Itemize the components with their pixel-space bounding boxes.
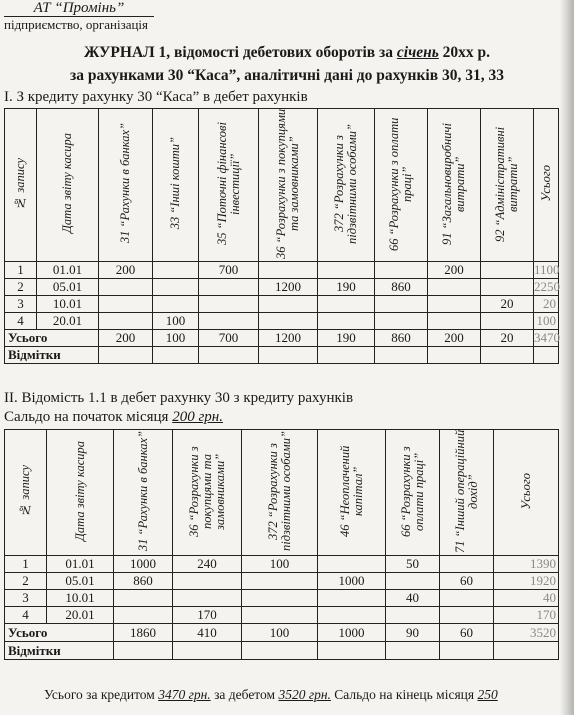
- section2-marks-cell: [318, 642, 386, 660]
- section2-col-label: 36 “Розрахунки з покупцями та замовниками”: [186, 445, 227, 537]
- section2-cell: 1920: [494, 573, 559, 590]
- section2-cell: 40: [386, 590, 440, 607]
- section2-cell: [440, 590, 494, 607]
- section1-marks-cell: [318, 347, 375, 364]
- section2-cell: [440, 607, 494, 624]
- section2-col-header: [173, 430, 242, 556]
- section1-marks-cell: [481, 347, 534, 364]
- section2-total-cell: 1860: [114, 624, 173, 642]
- section2-cell: 240: [173, 556, 242, 573]
- section2-col-header: [318, 430, 386, 556]
- footer-end-value: 250: [477, 687, 498, 702]
- section2-col-header: [494, 430, 559, 556]
- title-suffix: р.: [473, 44, 491, 61]
- section1-table: [4, 108, 559, 364]
- section1-col-header: [318, 109, 375, 262]
- section2-cell: 60: [440, 573, 494, 590]
- section2-cell: 01.01: [47, 556, 114, 573]
- section1-cell: 05.01: [37, 279, 99, 296]
- section1-col-label: 33 “Інші кошти”: [168, 137, 182, 230]
- section2-col-label: 31 “Рахунки в банках”: [135, 430, 150, 552]
- section1-col-label: Дата звіту касира: [60, 133, 74, 234]
- section1-cell: [99, 313, 153, 330]
- section2-cell: 20.01: [47, 607, 114, 624]
- section1-header-row: [5, 109, 559, 262]
- section2-total-cell: 90: [386, 624, 440, 642]
- section1-marks-cell: [259, 347, 318, 364]
- section1-cell: [199, 279, 259, 296]
- footer-credit-value: 3470 грн.: [158, 687, 211, 702]
- section2-cell: 1000: [114, 556, 173, 573]
- section2-row: [5, 607, 559, 624]
- section1-cell: [199, 296, 259, 313]
- section2-cell: 4: [5, 607, 47, 624]
- section2-row: [5, 556, 559, 573]
- section1-marks-cell: [199, 347, 259, 364]
- section2-cell: [114, 590, 173, 607]
- section1-cell: 4: [5, 313, 37, 330]
- balance-value: 200 грн.: [172, 409, 223, 425]
- section1-cell: [199, 313, 259, 330]
- section1-cell: [375, 296, 428, 313]
- page-edge-shadow: [560, 0, 574, 715]
- section1-cell: 2250: [534, 279, 560, 294]
- section2-cell: 1: [5, 556, 47, 573]
- org-caption: підприємство, організація: [4, 17, 149, 32]
- section1-cell: [318, 296, 375, 313]
- section2-total-cell: 60: [440, 624, 494, 642]
- section2-col-label: 66 “Розрахунки з оплати праці”: [398, 445, 426, 537]
- section1-cell: [259, 313, 318, 330]
- section1-cell: 2: [5, 279, 37, 296]
- section1-cell: [153, 262, 199, 279]
- section2-cell: 10.01: [47, 590, 114, 607]
- section1-col-label: 372 “Розрахунки з підзвітними особами”: [332, 123, 359, 244]
- section1-cell: [259, 296, 318, 313]
- section2-marks-cell: [173, 642, 242, 660]
- section1-cell: 700: [199, 262, 259, 279]
- section1-cell: [99, 279, 153, 296]
- section2-row: [5, 590, 559, 607]
- section2-cell: 100: [242, 556, 318, 573]
- section1-cell: [99, 296, 153, 313]
- section2-table: [4, 429, 559, 660]
- org-name: АТ “Промінь”: [4, 0, 154, 17]
- section1-cell: [318, 262, 375, 279]
- section1-cell: [428, 313, 481, 330]
- section1-col-label: 91 “Загальновиробничі витрати”: [440, 122, 467, 245]
- section1-cell: 1: [5, 262, 37, 279]
- section1-cell: 20: [481, 296, 534, 313]
- section2-cell: 1000: [318, 573, 386, 590]
- footer-debit-value: 3520 грн.: [278, 687, 331, 702]
- section2-total-row: [5, 624, 559, 642]
- section1-cell: [153, 296, 199, 313]
- section1-col-header: [153, 109, 199, 262]
- section1-cell: [481, 279, 534, 296]
- section2-total-cell: 1000: [318, 624, 386, 642]
- section1-col-label: 66 “Розрахунки з оплати праці”: [387, 116, 414, 251]
- section1-row: [5, 279, 559, 296]
- section2-col-label: 46 “Неоплачений капітал”: [337, 445, 365, 537]
- section1-col-header: [259, 109, 318, 262]
- section2-cell: 1390: [494, 556, 559, 573]
- section1-row: [5, 262, 559, 279]
- section2-cell: 3: [5, 590, 47, 607]
- section2-cell: [242, 573, 318, 590]
- section2-cell: 170: [494, 607, 559, 624]
- footer-credit-prefix: Усього за кредитом: [44, 687, 159, 702]
- section1-total-cell: 700: [199, 330, 259, 347]
- section2-total-cell: 410: [173, 624, 242, 642]
- section2-cell: 05.01: [47, 573, 114, 590]
- section1-col-label: 31 “Рахунки в банках”: [118, 123, 132, 244]
- section1-cell: [153, 279, 199, 296]
- section1-total-cell: 3470: [534, 330, 560, 345]
- section2-marks-cell: [440, 642, 494, 660]
- section1-cell: 200: [99, 262, 153, 279]
- section2-cell: [386, 607, 440, 624]
- section2-marks-row: [5, 642, 559, 660]
- section2-col-header: [47, 430, 114, 556]
- section2-col-header: [242, 430, 318, 556]
- section2-col-label: 372 “Розрахунки з підзвітними особами”: [265, 431, 293, 551]
- section1-cell: 100: [153, 313, 199, 330]
- section2-balance: [4, 409, 223, 426]
- section1-cell: 100: [534, 313, 559, 330]
- section2-col-header: [386, 430, 440, 556]
- section1-col-label: 36 “Розрахунки з покупцями та замовниками”: [274, 108, 301, 259]
- section2-cell: 860: [114, 573, 173, 590]
- section1-total-cell: 200: [428, 330, 481, 347]
- section2-cell: [242, 607, 318, 624]
- footer-debit-prefix: за дебетом: [210, 687, 279, 702]
- section2-cell: [173, 573, 242, 590]
- section1-col-header: [199, 109, 259, 262]
- footer-end-prefix: Сальдо на кінець місяця: [330, 687, 478, 702]
- section2-row: [5, 573, 559, 590]
- section2-cell: [173, 590, 242, 607]
- section2-col-header: [114, 430, 173, 556]
- section2-total-cell: 3520: [494, 624, 559, 642]
- title-year: 20хх: [442, 44, 474, 61]
- section1-marks-cell: [375, 347, 428, 364]
- title-month: січень: [396, 44, 439, 61]
- section1-marks-cell: [428, 347, 481, 364]
- section1-marks-row: [5, 347, 559, 364]
- section1-cell: [428, 296, 481, 313]
- section1-total-cell: 190: [318, 330, 375, 347]
- section2-cell: 40: [494, 590, 559, 607]
- section1-cell: 190: [318, 279, 375, 296]
- section2-col-label: № запису: [18, 465, 32, 517]
- section2-heading: ІІ. Відомість 1.1 в дебет рахунку 30 з кредиту рахунків: [4, 390, 354, 406]
- section2-marks-cell: [386, 642, 440, 660]
- section1-cell: 860: [375, 279, 428, 296]
- section1-cell: [481, 262, 534, 279]
- section1-marks-cell: [153, 347, 199, 364]
- section2-marks-label: Відмітки: [5, 642, 114, 660]
- section1-col-header: [534, 109, 559, 262]
- section1-total-row: [5, 330, 559, 347]
- section1-col-header: [37, 109, 99, 262]
- section2-cell: [318, 607, 386, 624]
- org-header: [4, 0, 154, 32]
- title-prefix: ЖУРНАЛ 1, відомості дебетових оборотів за: [83, 44, 397, 61]
- section1-col-label: 35 “Поточні фінансові інвестиції”: [214, 122, 242, 245]
- section1-total-cell: 20: [481, 330, 534, 347]
- section1-cell: [481, 313, 534, 330]
- section2-cell: 2: [5, 573, 47, 590]
- section1-col-header: [99, 109, 153, 262]
- section1-cell: 1100: [534, 262, 560, 277]
- section1-cell: 3: [5, 296, 37, 313]
- section1-cell: [259, 262, 318, 279]
- section1-cell: 20: [534, 296, 559, 313]
- section1-col-header: [5, 109, 37, 262]
- section1-cell: 1200: [259, 279, 318, 296]
- section1-col-label: № запису: [13, 157, 27, 210]
- section1-cell: 20.01: [37, 313, 99, 330]
- section2-col-header: [5, 430, 47, 556]
- section2-cell: [242, 590, 318, 607]
- section1-total-cell: 1200: [259, 330, 318, 347]
- section1-cell: 01.01: [37, 262, 99, 279]
- section1-row: [5, 296, 559, 313]
- section2-col-label: Усього: [518, 472, 533, 510]
- section2-total-cell: 100: [242, 624, 318, 642]
- balance-prefix: Сальдо на початок місяця: [4, 409, 173, 425]
- section1-marks-label: Відмітки: [5, 347, 99, 364]
- section1-total-cell: 200: [99, 330, 153, 347]
- section1-row: [5, 313, 559, 330]
- section2-marks-cell: [494, 642, 559, 660]
- section1-heading: І. З кредиту рахунку 30 “Каса” в дебет рахунків: [4, 89, 308, 105]
- section2-marks-cell: [242, 642, 318, 660]
- journal-title-line1: [0, 44, 574, 62]
- section1-marks-cell: [534, 347, 559, 364]
- section1-total-cell: 860: [375, 330, 428, 347]
- section2-cell: [114, 607, 173, 624]
- footer-summary: [44, 687, 498, 703]
- section1-cell: 10.01: [37, 296, 99, 313]
- section1-col-header: [428, 109, 481, 262]
- section2-cell: [386, 573, 440, 590]
- section1-cell: [428, 279, 481, 296]
- section2-header-row: [5, 430, 559, 556]
- section2-cell: [440, 556, 494, 573]
- section2-marks-cell: [114, 642, 173, 660]
- section2-cell: [318, 556, 386, 573]
- section1-total-cell: 100: [153, 330, 199, 347]
- section1-cell: [375, 313, 428, 330]
- section1-col-label: 92 “Адміністративні витрати”: [493, 125, 520, 242]
- section2-cell: [318, 590, 386, 607]
- section1-cell: [375, 262, 428, 279]
- section2-col-label: 71 “Інший операційний дохід”: [452, 429, 480, 553]
- section1-marks-cell: [99, 347, 153, 364]
- section2-col-label: Дата звіту касира: [72, 440, 87, 541]
- section1-cell: [318, 313, 375, 330]
- section2-cell: 50: [386, 556, 440, 573]
- section2-col-header: [440, 430, 494, 556]
- section1-total-label: Усього: [5, 330, 99, 347]
- section1-col-header: [481, 109, 534, 262]
- section1-col-header: [375, 109, 428, 262]
- section1-col-label: Усього: [538, 165, 553, 202]
- section1-cell: 200: [428, 262, 481, 279]
- journal-title-line2: за рахунками 30 “Каса”, аналітичні дані до рахунків 30, 31, 33: [70, 67, 504, 84]
- section2-cell: 170: [173, 607, 242, 624]
- section2-total-label: Усього: [5, 624, 114, 642]
